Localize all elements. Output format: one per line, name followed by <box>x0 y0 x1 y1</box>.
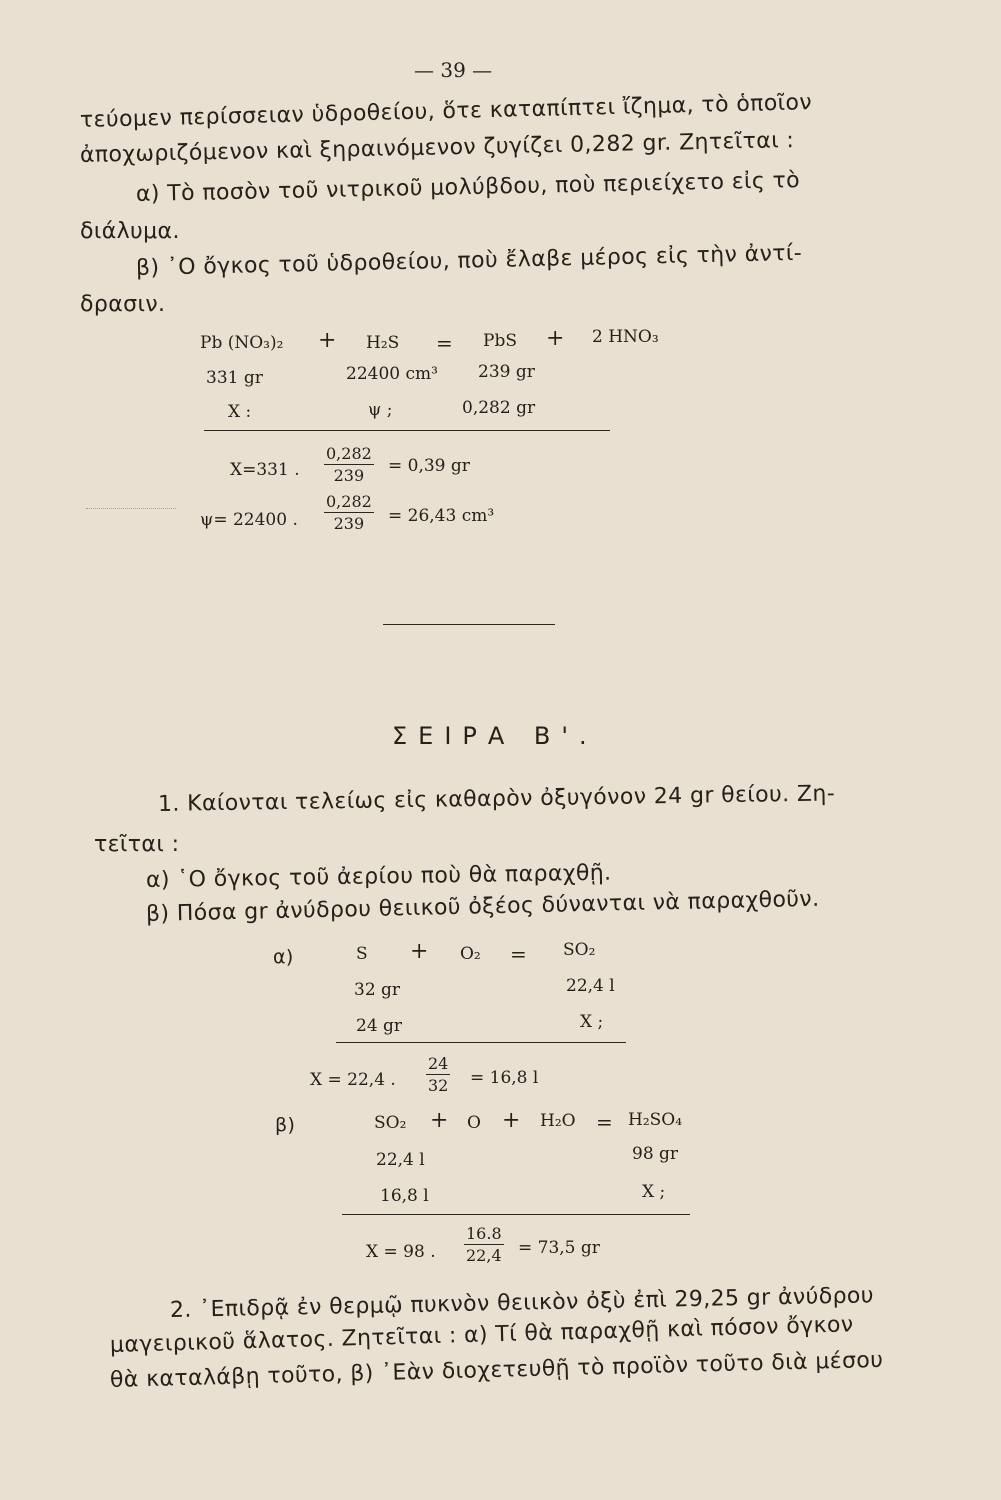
r1-row1-col1: 331 gr <box>206 368 263 388</box>
part-b-row1-col1: 22,4 l <box>376 1150 425 1170</box>
part-a-row1-col2: 22,4 l <box>566 976 615 996</box>
intro-b-line-2: δρασιν. <box>80 292 166 317</box>
problem-2-line-3: θὰ καταλάβῃ τοῦτο, β) ᾿Εὰν διοχετευθῇ τὸ προϊὸν τοῦτο διὰ μέσου <box>109 1347 884 1393</box>
r1-row2-col3: 0,282 gr <box>462 398 536 418</box>
r1-row2-col1: X : <box>228 402 252 422</box>
scan-smudge <box>86 508 176 509</box>
intro-b-line-1: β) ᾿Ο ὄγκος τοῦ ὑδροθείου, ποὺ ἔλαβε μέρος εἰς τὴν ἀντί- <box>135 240 803 281</box>
part-a-calc-result: = 16,8 l <box>470 1068 539 1088</box>
eq1-term: H₂S <box>366 333 400 353</box>
part-b-calc-result: = 73,5 gr <box>518 1238 600 1258</box>
part-b-fraction <box>464 1224 504 1265</box>
eq1-equals: = <box>436 331 453 355</box>
eq-b-term: H₂O <box>540 1111 576 1131</box>
eq-b-plus: + <box>430 1108 449 1133</box>
eq-a-term: O₂ <box>460 944 481 964</box>
problem-2-line-1: 2. ᾿Επιδρᾷ ἐν θερμῷ πυκνὸν θειικὸν ὀξὺ ἐπὶ 29,25 gr ἀνύδρου <box>169 1283 875 1323</box>
part-b-label: β) <box>275 1114 296 1136</box>
calc-x-left: X=331 . <box>230 460 300 480</box>
part-b-rule <box>342 1214 690 1215</box>
eq-a-plus: + <box>410 939 429 964</box>
part-b-row2-col1: 16,8 l <box>380 1186 429 1206</box>
calc-psi-fraction <box>324 492 374 533</box>
calc-psi-result: = 26,43 cm³ <box>388 506 495 526</box>
reaction-1-rule <box>204 430 610 431</box>
calc-x-result: = 0,39 gr <box>388 456 470 476</box>
eq-b-equals: = <box>596 1110 613 1134</box>
calc-psi-numerator: 0,282 <box>326 492 372 511</box>
problem-1-line-2: τεῖται : <box>94 832 180 857</box>
section-divider <box>383 624 555 625</box>
eq1-term: 2 HNO₃ <box>592 327 659 347</box>
r1-row1-col2: 22400 cm³ <box>346 364 438 384</box>
eq1-term: PbS <box>483 331 517 351</box>
eq-b-term: O <box>467 1113 481 1133</box>
part-a-rule <box>336 1042 626 1043</box>
part-a-numerator: 24 <box>428 1054 449 1073</box>
part-b-row1-col2: 98 gr <box>632 1144 679 1164</box>
part-b-numerator: 16.8 <box>466 1224 502 1243</box>
part-a-row1-col1: 32 gr <box>354 980 401 1000</box>
intro-a-line-2: διάλυμα. <box>80 219 180 244</box>
calc-x-numerator: 0,282 <box>326 444 372 463</box>
eq1-plus: + <box>546 326 565 351</box>
problem-2-line-2: μαγειρικοῦ ἅλατος. Ζητεῖται : α) Τί θὰ παραχθῇ καὶ πόσον ὄγκον <box>109 1312 854 1358</box>
calc-psi-denominator: 239 <box>333 514 365 533</box>
eq-b-plus: + <box>502 1108 521 1133</box>
part-a-denominator: 32 <box>428 1076 449 1095</box>
part-a-calc-left: X = 22,4 . <box>310 1070 396 1090</box>
eq-a-term: SO₂ <box>563 940 596 960</box>
r1-row2-col2: ψ ; <box>368 400 393 420</box>
calc-x-denominator: 239 <box>333 466 365 485</box>
eq-b-term: H₂SO₄ <box>628 1110 683 1130</box>
intro-line-2: ἀποχωριζόμενον καὶ ξηραινόμενον ζυγίζει 0,282 gr. Ζητεῖται : <box>79 128 795 168</box>
calc-psi-left: ψ= 22400 . <box>200 510 298 530</box>
intro-line-1: τεύομεν περίσσειαν ὑδροθείου, ὅτε καταπίπτει ἴζημα, τὸ ὁποῖον <box>79 90 813 133</box>
eq1-plus: + <box>318 328 337 353</box>
section-title: ΣΕΙΡΑ Β'. <box>392 722 598 750</box>
part-a-label: α) <box>273 946 294 968</box>
problem-1-question-b: β) Πόσα gr ἀνύδρου θειικοῦ ὀξέος δύνανται νὰ παραχθοῦν. <box>145 886 820 927</box>
part-b-calc-left: X = 98 . <box>366 1242 436 1262</box>
part-a-row2-col1: 24 gr <box>356 1016 403 1036</box>
page-number: — 39 — <box>414 58 493 82</box>
eq1-term: Pb (NO₃)₂ <box>200 333 284 353</box>
eq-a-equals: = <box>510 942 527 966</box>
part-b-denominator: 22,4 <box>466 1246 502 1265</box>
problem-1-question-a: α) ῾Ο ὄγκος τοῦ ἀερίου ποὺ θὰ παραχθῇ. <box>145 860 612 893</box>
r1-row1-col3: 239 gr <box>478 362 535 382</box>
calc-x-fraction <box>324 444 374 485</box>
eq-b-term: SO₂ <box>374 1113 407 1133</box>
part-a-row2-col2: X ; <box>580 1012 604 1032</box>
problem-1-line-1: 1. Καίονται τελείως εἰς καθαρὸν ὀξυγόνον 24 gr θείου. Ζη- <box>157 781 836 817</box>
intro-a-line-1: α) Τὸ ποσὸν τοῦ νιτρικοῦ μολύβδου, ποὺ περιείχετο εἰς τὸ <box>135 168 801 207</box>
part-a-fraction <box>426 1054 450 1095</box>
eq-a-term: S <box>356 944 368 964</box>
part-b-row2-col2: X ; <box>642 1182 666 1202</box>
